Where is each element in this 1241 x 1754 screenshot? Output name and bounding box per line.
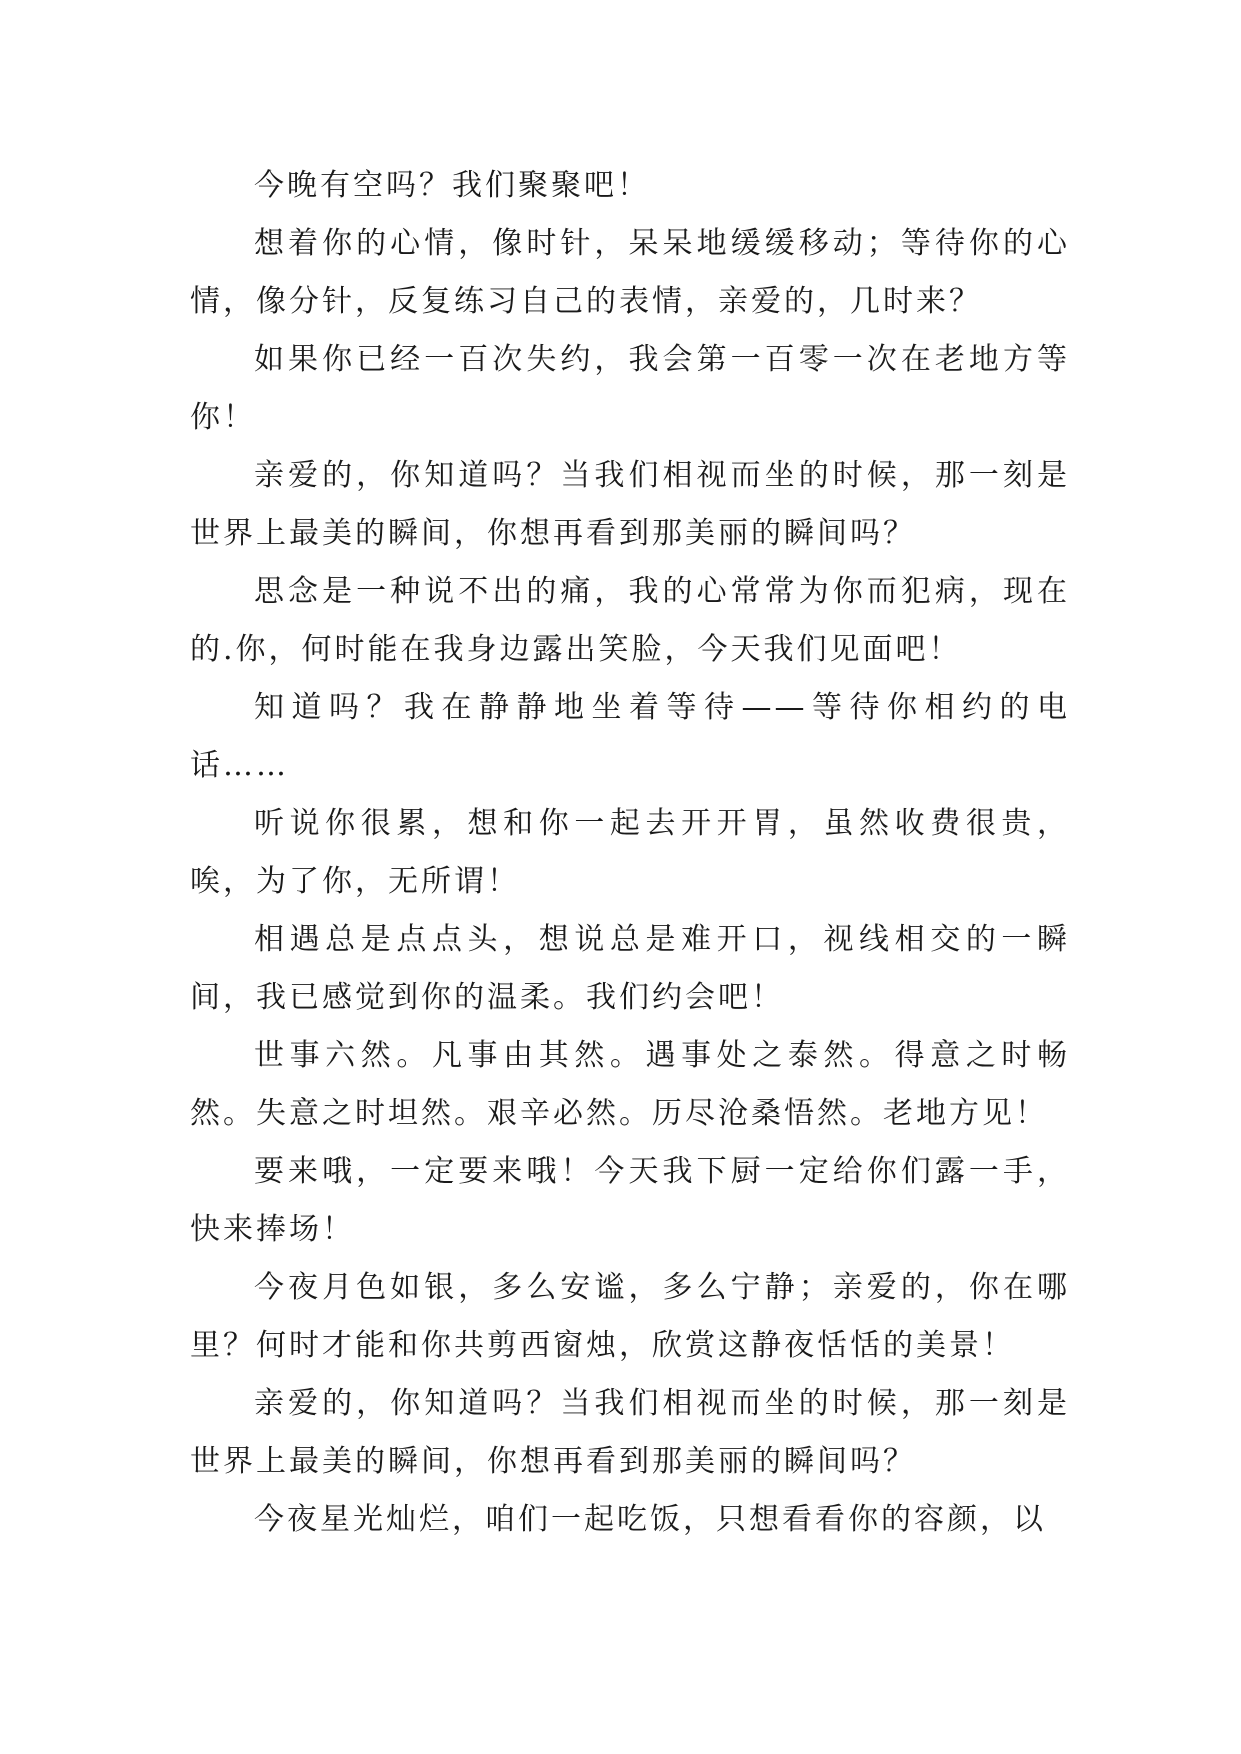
paragraph-9: 世事六然。凡事由其然。遇事处之泰然。得意之时畅然。失意之时坦然。艰辛必然。历尽沧桑悟然。老地方见！ [190, 1038, 1070, 1131]
document-body [190, 157, 1070, 1549]
paragraph-4: 亲爱的，你知道吗？当我们相视而坐的时候，那一刻是世界上最美的瞬间，你想再看到那美丽的瞬间吗？ [190, 458, 1070, 551]
paragraph-12: 亲爱的，你知道吗？当我们相视而坐的时候，那一刻是世界上最美的瞬间，你想再看到那美丽的瞬间吗？ [190, 1386, 1070, 1479]
paragraph-6: 知道吗？我在静静地坐着等待——等待你相约的电话…… [190, 690, 1070, 783]
paragraph-13: 今夜星光灿烂，咱们一起吃饭，只想看看你的容颜，以 [254, 1502, 1046, 1537]
paragraph-1: 今晚有空吗？我们聚聚吧！ [254, 168, 650, 203]
paragraph-5: 思念是一种说不出的痛，我的心常常为你而犯病，现在的.你，何时能在我身边露出笑脸，今天我们见面吧！ [190, 574, 1070, 667]
paragraph-8: 相遇总是点点头，想说总是难开口，视线相交的一瞬间，我已感觉到你的温柔。我们约会吧！ [190, 922, 1070, 1015]
paragraph-10: 要来哦，一定要来哦！今天我下厨一定给你们露一手，快来捧场！ [190, 1154, 1070, 1247]
paragraph-7: 听说你很累，想和你一起去开开胃，虽然收费很贵，唉，为了你，无所谓！ [190, 806, 1070, 899]
paragraph-2: 想着你的心情，像时针，呆呆地缓缓移动；等待你的心情，像分针，反复练习自己的表情，亲爱的，几时来？ [190, 226, 1070, 319]
paragraph-11: 今夜月色如银，多么安谧，多么宁静；亲爱的，你在哪里？何时才能和你共剪西窗烛，欣赏这静夜恬恬的美景！ [190, 1270, 1070, 1363]
paragraph-3: 如果你已经一百次失约，我会第一百零一次在老地方等你！ [190, 342, 1070, 435]
